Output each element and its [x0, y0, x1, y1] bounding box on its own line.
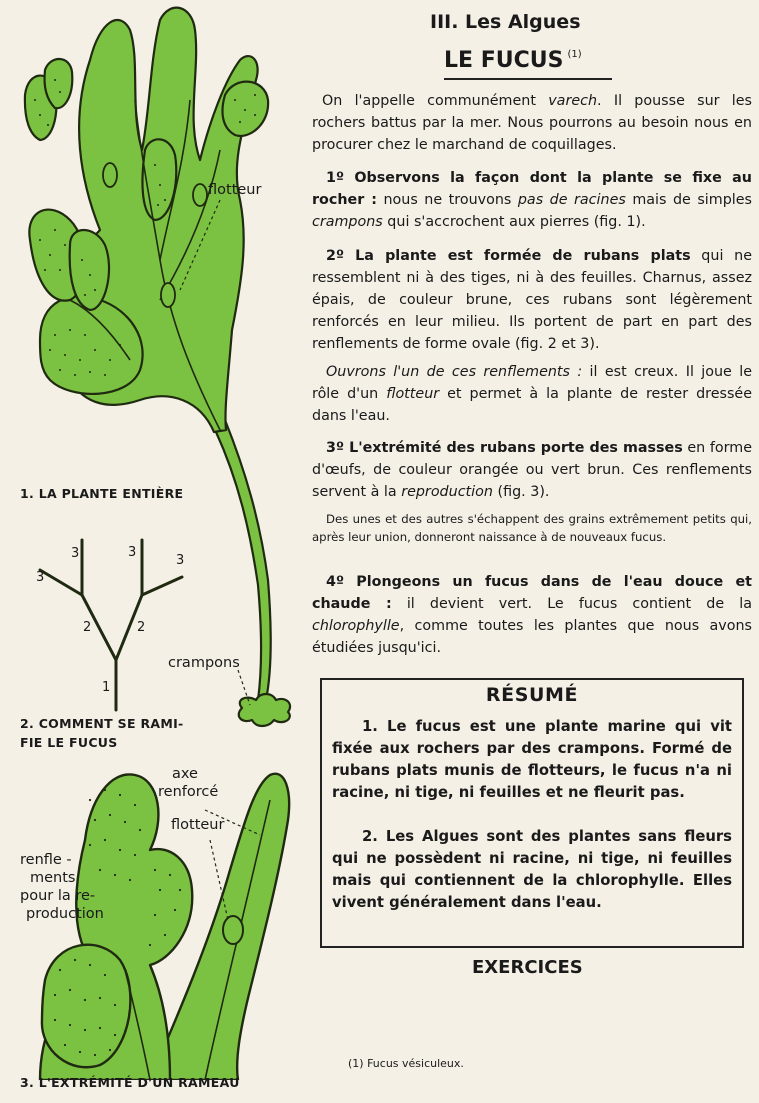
resume-item-1: 1. Le fucus est une plante marine qui vit fixée aux rochers par des crampons. Formé de rubans plats munis de flotteurs, le fucus n'a ni racine, ni tige, ni feuilles et ne fleurit pas. [332, 718, 732, 801]
obs3-text-a: en forme d'œufs, de couleur orangée ou vert brun. Ces renflements servent à la [312, 440, 752, 500]
observation-1 [312, 167, 752, 233]
observation-3 [312, 437, 752, 503]
fig2-n2a: 2 [83, 620, 92, 635]
obs4-num: 4º [326, 574, 357, 590]
main-title-footnote-ref: (1) [567, 49, 582, 60]
obs2-text: qui ne ressemblent ni à des tiges, ni à des feuilles. Charnus, assez épais, de couleur brune, ces rubans sont légèrement renforcés en leur milieu. Ils portent de part en part des renflements de forme ovale (fig. 2 et 3). [312, 248, 752, 352]
obs3-text-b: (fig. 3). [492, 484, 550, 500]
fig1-caption: 1. LA PLANTE ENTIÈRE [20, 486, 184, 501]
fig1-label-flotteur: flotteur [208, 182, 262, 198]
intro-paragraph [312, 90, 752, 156]
observation-3-note: Des unes et des autres s'échappent des grains extrêmement petits qui, après leur union, donneront naissance à de nouveaux fucus. [312, 512, 752, 544]
footnote: (1) Fucus vésiculeux. [348, 1057, 464, 1070]
fig1-label-crampons: crampons [168, 655, 240, 671]
obs2-bold: La plante est formée de rubans plats [355, 248, 691, 264]
fig2-n3a: 3 [71, 546, 80, 561]
obs1-text-b: mais de simples [625, 192, 752, 208]
obs2b-text-b: et permet à la plante de rester dressée dans l'eau. [312, 386, 752, 424]
fig3-label-production: production [26, 906, 104, 922]
obs3-italic-a: reproduction [401, 484, 493, 500]
fig3-label-ments: ments [30, 870, 76, 886]
obs1-num: 1º [326, 170, 355, 186]
fig2-n3d: 3 [176, 553, 185, 568]
observation-4 [312, 571, 752, 659]
fig3-caption: 3. L'EXTRÉMITÉ D'UN RAMEAU [20, 1075, 240, 1090]
obs2b-italic-a: flotteur [386, 386, 440, 402]
fig3-label-pour-la-re: pour la re- [20, 888, 96, 904]
intro-text-a: On l'appelle communément [322, 93, 549, 109]
fig3-label-renfle: renfle - [20, 852, 72, 868]
obs1-italic-a: pas de racines [517, 192, 626, 208]
obs3-bold: L'extrémité des rubans porte des masses [349, 440, 683, 456]
obs1-text-c: qui s'accrochent aux pierres (fig. 1). [382, 214, 646, 230]
fig2-n2b: 2 [137, 620, 146, 635]
obs3-num: 3º [326, 440, 350, 456]
obs4-text-b: , comme toutes les plantes que nous avons étudiées jusqu'ici. [312, 618, 752, 656]
obs1-italic-b: crampons [312, 214, 383, 230]
fig3-label-flotteur: flotteur [171, 817, 225, 833]
obs4-bold: Plongeons un fucus dans de l'eau douce et chaude : [312, 574, 752, 612]
intro-text-b: . Il pousse sur les rochers battus par la mer. Nous pourrons au besoin nous en procurer chez le marchand de coquillages. [312, 93, 752, 153]
section-title: III. Les Algues [430, 11, 581, 33]
obs4-text-a: il devient vert. Le fucus contient de la [391, 596, 752, 612]
fig2-n3b: 3 [36, 570, 45, 585]
fig3-label-renforce: renforcé [158, 784, 219, 800]
title-underline [444, 78, 612, 80]
resume-item-2: 2. Les Algues sont des plantes sans fleurs qui ne possèdent ni racine, ni tige, ni feuilles mais qui contiennent de la chlorophylle. Elles vivent généralement dans l'eau. [332, 828, 732, 911]
resume-title: RÉSUMÉ [485, 684, 579, 706]
obs1-text-a: nous ne trouvons [376, 192, 518, 208]
fig2-n1: 1 [102, 680, 111, 695]
observation-2 [312, 245, 752, 355]
intro-italic-a: varech [548, 93, 598, 109]
main-title-text: LE FUCUS [444, 48, 564, 73]
main-title [444, 48, 582, 73]
resume-box [320, 678, 744, 948]
obs4-italic-a: chlorophylle [312, 618, 400, 634]
obs2b-italic: Ouvrons l'un de ces renflements : [326, 364, 583, 380]
obs1-bold: Observons la façon dont la plante se fixe au rocher : [312, 170, 752, 208]
fig2-caption-line2: FIE LE FUCUS [20, 735, 118, 750]
obs2-num: 2º [326, 248, 356, 264]
fig2-n3c: 3 [128, 545, 137, 560]
observation-2b [312, 361, 752, 427]
obs2b-text-a: il est creux. Il joue le rôle d'un [312, 364, 752, 402]
exercices-heading: EXERCICES [472, 957, 583, 978]
fig2-caption-line1: 2. COMMENT SE RAMI- [20, 716, 184, 731]
fig3-label-axe: axe [172, 766, 198, 782]
